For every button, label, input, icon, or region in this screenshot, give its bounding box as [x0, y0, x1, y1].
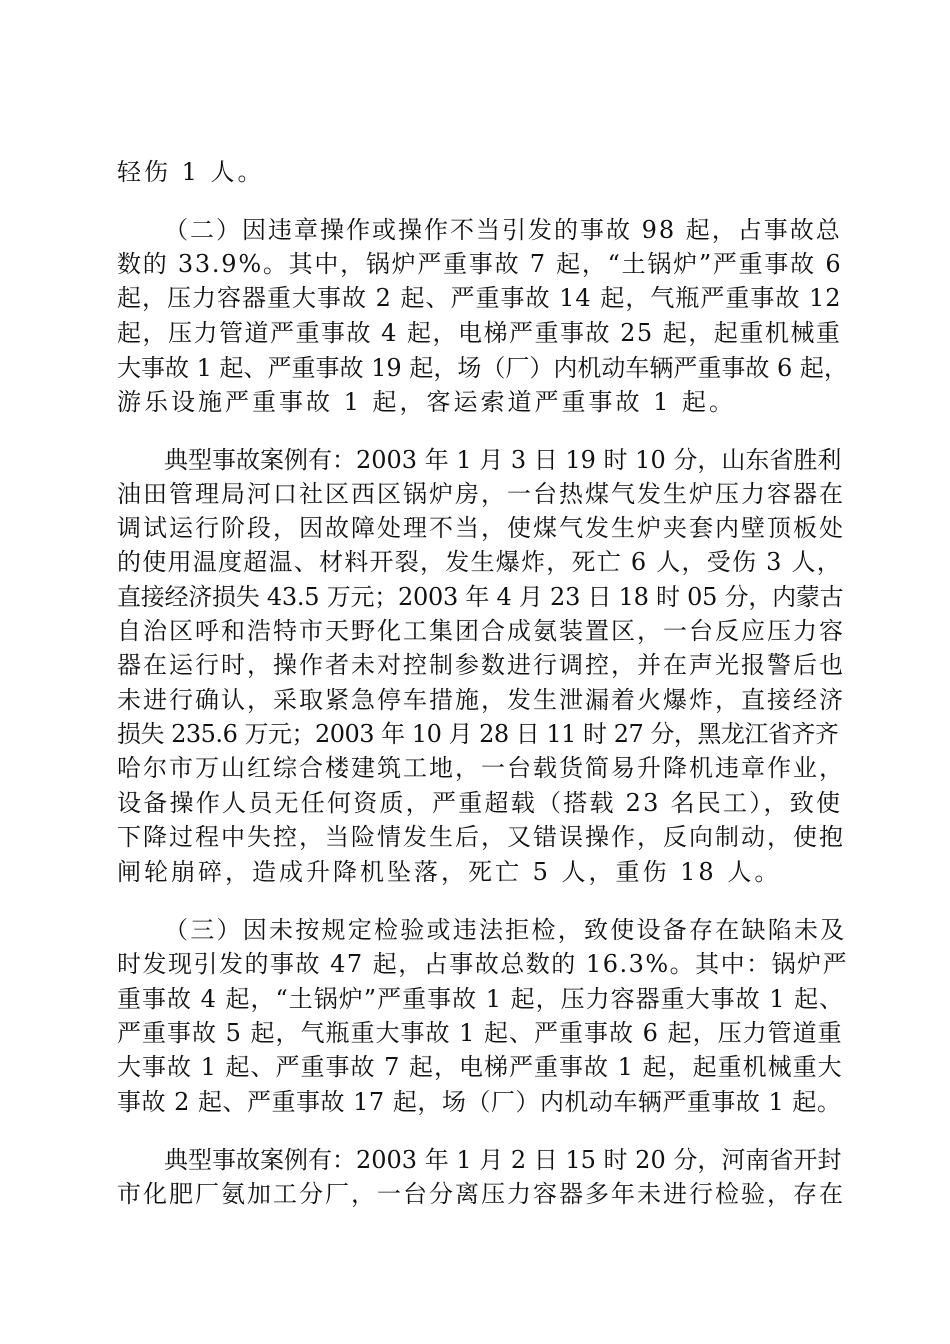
paragraph-4-line-6: 事故 2 起、严重事故 17 起，场（厂）内机动车辆严重事故 1 起。 [117, 1088, 842, 1116]
paragraph-5-line-1: 典型事故案例有：2003 年 1 月 2 日 15 时 20 分，河南省开封 [164, 1146, 842, 1174]
paragraph-3-line-7: 器在运行时，操作者未对控制参数进行调控，并在声光报警后也 [117, 651, 845, 679]
paragraph-4-line-5: 大事故 1 起、严重事故 7 起，电梯严重事故 1 起，起重机械重大 [117, 1053, 843, 1081]
paragraph-2-line-1: （二）因违章操作或操作不当引发的事故 98 起，占事故总 [164, 216, 842, 244]
paragraph-3-line-2: 油田管理局河口社区西区锅炉房，一台热煤气发生炉压力容器在 [117, 480, 845, 508]
paragraph-4-line-3: 重事故 4 起，“土锅炉”严重事故 1 起，压力容器重大事故 1 起、 [117, 985, 845, 1013]
paragraph-3-line-13: 闸轮崩碎，造成升降机坠落，死亡 5 人，重伤 18 人。 [117, 858, 782, 886]
paragraph-3-line-1: 典型事故案例有：2003 年 1 月 3 日 19 时 10 分，山东省胜利 [164, 446, 842, 474]
paragraph-5-line-2: 市化肥厂氨加工分厂，一台分离压力容器多年未进行检验，存在 [117, 1180, 845, 1208]
paragraph-2-line-5: 大事故 1 起、严重事故 19 起，场（厂）内机动车辆严重事故 6 起， [117, 354, 848, 382]
paragraph-3-line-6: 自治区呼和浩特市天野化工集团合成氨装置区，一台反应压力容 [117, 617, 845, 645]
paragraph-3-line-4: 的使用温度超温、材料开裂，发生爆炸，死亡 6 人，受伤 3 人， [117, 548, 843, 576]
paragraph-3-line-9: 损失 235.6 万元；2003 年 10 月 28 日 11 时 27 分，黑龙江省齐齐 [117, 720, 839, 748]
paragraph-3-line-10: 哈尔市万山红综合楼建筑工地，一台载货简易升降机违章作业， [117, 754, 845, 782]
paragraph-3-line-5: 直接经济损失 43.5 万元；2003 年 4 月 23 日 18 时 05 分，内蒙古 [117, 583, 844, 611]
paragraph-2-line-4: 起，压力管道严重事故 4 起，电梯严重事故 25 起，起重机械重 [117, 319, 842, 347]
paragraph-4-line-4: 严重事故 5 起，气瓶重大事故 1 起、严重事故 6 起，压力管道重 [117, 1019, 843, 1047]
paragraph-3-line-8: 未进行确认，采取紧急停车措施，发生泄漏着火爆炸，直接经济 [117, 686, 845, 714]
paragraph-3-line-3: 调试运行阶段，因故障处理不当，使煤气发生炉夹套内壁顶板处 [117, 514, 845, 542]
paragraph-3-line-12: 下降过程中失控，当险情发生后，又错误操作，反向制动，使抱 [117, 823, 845, 851]
paragraph-1-line-1: 轻伤 1 人。 [117, 158, 265, 186]
paragraph-4-line-1: （三）因未按规定检验或违法拒检，致使设备存在缺陷未及 [164, 916, 847, 944]
paragraph-2-line-6: 游乐设施严重事故 1 起，客运索道严重事故 1 起。 [117, 388, 737, 416]
paragraph-2-line-2: 数的 33.9%。其中，锅炉严重事故 7 起，“土锅炉”严重事故 6 [117, 250, 843, 278]
paragraph-3-line-11: 设备操作人员无任何资质，严重超载（搭载 23 名民工），致使 [117, 789, 843, 817]
paragraph-4-line-2: 时发现引发的事故 47 起，占事故总数的 16.3%。其中：锅炉严 [117, 950, 849, 978]
paragraph-2-line-3: 起，压力容器重大事故 2 起、严重事故 14 起，气瓶严重事故 12 [117, 284, 842, 312]
